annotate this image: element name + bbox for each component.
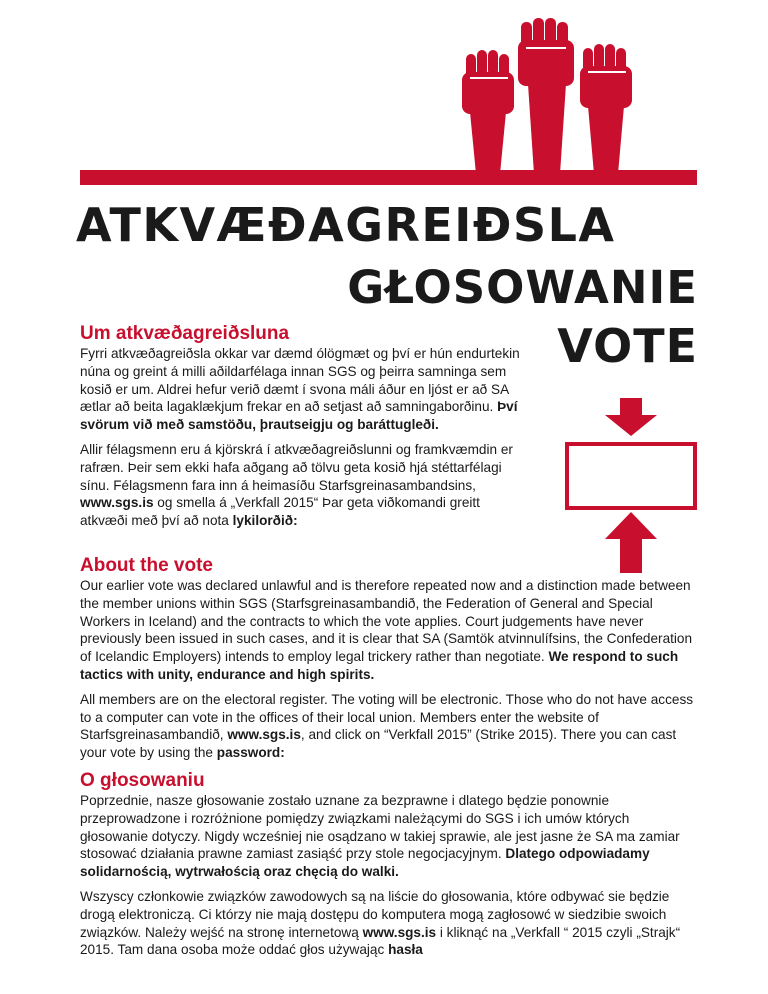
- raised-fists-icon: [448, 14, 648, 174]
- title-polish: GŁOSOWANIE: [347, 261, 698, 314]
- section-polish: [80, 770, 700, 959]
- red-divider-bar: [80, 170, 697, 185]
- vote-box-graphic: [565, 398, 697, 573]
- password-label: password:: [216, 745, 285, 761]
- emphasis-text: Því svörum við með samstöðu, þrautseigju og baráttugleði.: [80, 399, 518, 433]
- emphasis-text: Dlatego odpowiadamy solidarnością, wytrwałością oraz chęcią do walki.: [80, 846, 650, 880]
- section-icelandic: [80, 323, 520, 530]
- emphasis-text: We respond to such tactics with unity, endurance and high spirits.: [80, 649, 679, 682]
- ballot-box: [567, 444, 695, 508]
- password-label: lykilorðið:: [232, 513, 298, 529]
- paragraph-icelandic-1: Fyrri atkvæðagreiðsla okkar var dæmd ólögmæt og því er hún endurtekin núna og greint á milli aðildarfélaga innan SGS og þeirra samninga sem kosið er um. Aldrei hefur verið dæmt í svona máli áður en ljóst er að SA ætlar að beita lagaklækjum frekar en að setjast að samningaborðinu. Því svörum við með samstöðu, þrautseigju og baráttugleði.: [80, 346, 520, 433]
- title-english: VOTE: [557, 319, 698, 373]
- fist-left: [462, 50, 514, 174]
- heading-english: About the vote: [80, 555, 213, 576]
- fist-middle: [518, 18, 574, 174]
- paragraph-english-1: Our earlier vote was declared unlawful and is therefore repeated now and a distinction made between the member unions within SGS (Starfsgreinasambandið, the Federation of General and Special Workers in Iceland) and the contracts to which the vote applies. Court judgements have never previously been issued in such cases, and it is clear that SA (Samtök atvinnulífsins, the Confederation of Icelandic Employers) intends to employ legal trickery rather than negotiate. We respond to such tactics with unity, endurance and high spirits.: [80, 578, 693, 682]
- password-label: hasła: [388, 942, 423, 958]
- paragraph-english-2: All members are on the electoral register. The voting will be electronic. Those who do not have access to a computer can vote in the offices of their local union. Members enter the website of Starfsgreinasambandið, www.sgs.is, and click on “Verkfall 2015” (Strike 2015). There you can cast your vote by using the password:: [80, 691, 694, 761]
- website-link[interactable]: www.sgs.is: [362, 924, 437, 940]
- paragraph-polish-2: Wszyscy członkowie związków zawodowych są na liście do głosowania, które odbywać sie będzie drogą elektroniczą. Ci którzy nie mają dostępu do komputera mogą zagłosowć w siedzibie swoich związków. Należy wejść na stronę internetową www.sgs.is i kliknąć na „Verkfall “ 2015 czyli „Strajk“ 2015. Tam dana osoba może oddać głos używając hasła: [80, 888, 681, 958]
- paragraph-polish-1: Poprzednie, nasze głosowanie zostało uznane za bezprawne i dlatego będzie ponownie przeprowadzone i rozróżnione pomiędzy związkami należącymi do SGS i ich umów których głosowanie dotyczy. Nigdy wcześniej nie osądzano w takiej sprawie, ale jest jasne że SA ma zamiar stosować działania prawne zamiast zasiąść przy stole negocjacyjnym. Dlatego odpowiadamy solidarnością, wytrwałością oraz chęcią do walki.: [80, 793, 680, 880]
- website-link[interactable]: www.sgs.is: [80, 495, 154, 511]
- heading-icelandic: Um atkvæðagreiðsluna: [80, 323, 290, 344]
- website-link[interactable]: www.sgs.is: [227, 727, 301, 743]
- arrow-down-icon: [605, 398, 657, 436]
- heading-polish: O głosowaniu: [80, 770, 205, 791]
- title-icelandic: ATKVÆÐAGREIÐSLA: [76, 198, 616, 252]
- paragraph-icelandic-2: Allir félagsmenn eru á kjörskrá í atkvæðagreiðslunni og framkvæmdin er rafræn. Þeir sem ekki hafa aðgang að tölvu geta kosið hjá stéttarfélagi sínu. Félagsmenn fara inn á heimasíðu Starfsgreinasambandsins, www.sgs.is og smella á „Verkfall 2015“ Þar geta viðkomandi greitt atkvæði með því að nota lykilorðið:: [80, 441, 513, 529]
- section-english: [80, 555, 700, 762]
- fist-right: [580, 44, 632, 174]
